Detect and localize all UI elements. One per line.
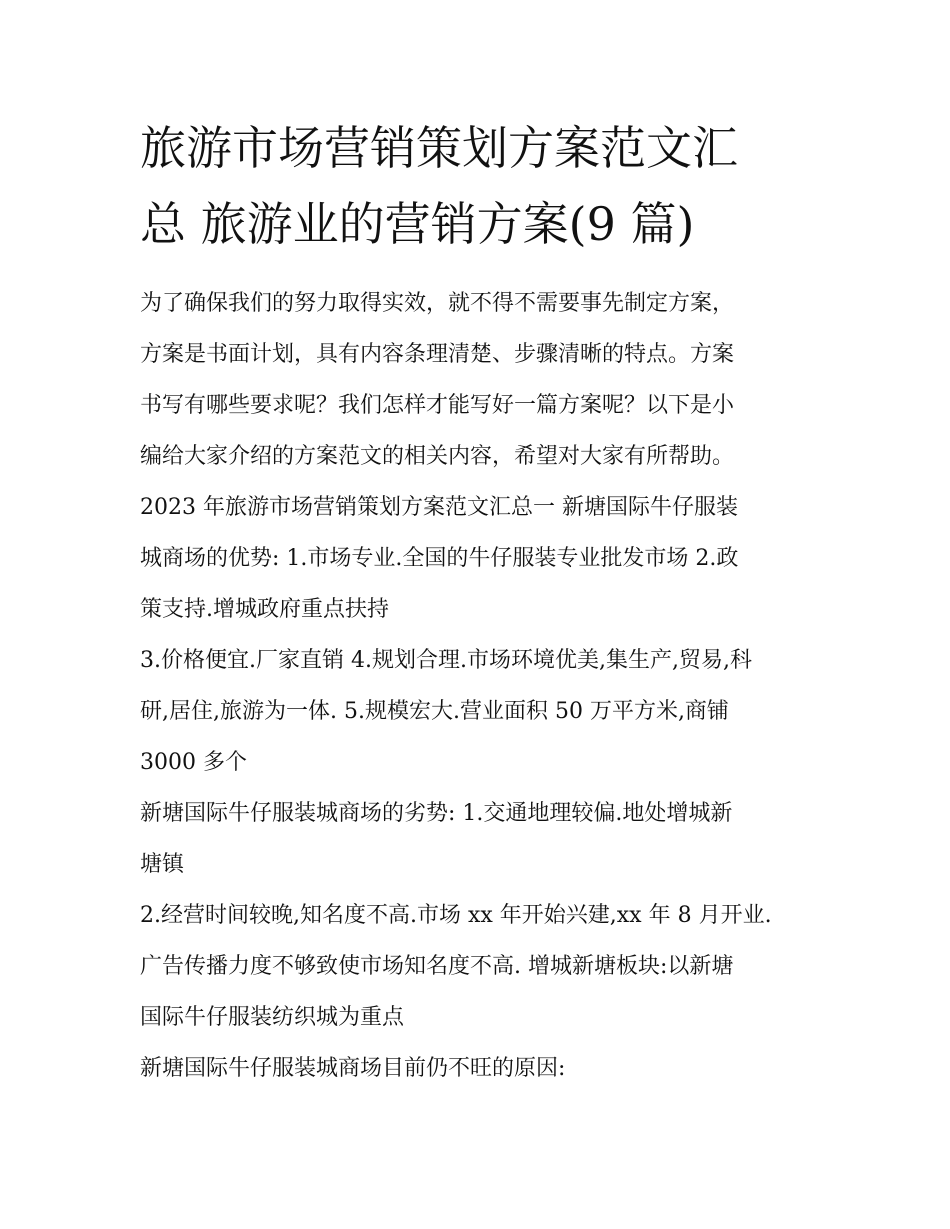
text-line: 书写有哪些要求呢？我们怎样才能写好一篇方案呢？以下是小 <box>140 393 735 418</box>
text-line: 新塘国际牛仔服装城商场的劣势: 1.交通地理较偏.地处增城新 <box>140 801 733 826</box>
document-title <box>140 110 820 262</box>
text-line: 策支持.增城政府重点扶持 <box>140 597 389 622</box>
title-line: 总 旅游业的营销方案(9 篇) <box>140 197 695 251</box>
text-line: 为了确保我们的努力取得实效，就不得不需要事先制定方案， <box>140 291 735 316</box>
paragraph-weaknesses-continued <box>140 890 820 1043</box>
paragraph-strengths-continued <box>140 635 820 788</box>
text-line: 研,居住,旅游为一体. 5.规模宏大.营业面积 50 万平方米,商铺 <box>140 699 729 724</box>
document-page <box>140 110 820 1094</box>
text-line: 2.经营时间较晚,知名度不高.市场 xx 年开始兴建,xx 年 8 月开业. <box>140 903 772 928</box>
text-line: 城商场的优势: 1.市场专业.全国的牛仔服装专业批发市场 2.政 <box>140 546 739 571</box>
text-line: 国际牛仔服装纺织城为重点 <box>140 1005 405 1030</box>
text-line: 编给大家介绍的方案范文的相关内容，希望对大家有所帮助。 <box>140 444 735 469</box>
text-line: 塘镇 <box>140 852 185 877</box>
paragraph-strengths <box>140 482 820 635</box>
text-line: 3000 多个 <box>140 750 247 775</box>
text-line: 方案是书面计划，具有内容条理清楚、步骤清晰的特点。方案 <box>140 342 735 367</box>
paragraph-weaknesses <box>140 788 820 890</box>
text-line: 广告传播力度不够致使市场知名度不高. 增城新塘板块:以新塘 <box>140 954 734 979</box>
text-line: 新塘国际牛仔服装城商场目前仍不旺的原因: <box>140 1056 566 1081</box>
document-body <box>140 278 820 1094</box>
text-line: 2023 年旅游市场营销策划方案范文汇总一 新塘国际牛仔服装 <box>140 495 738 520</box>
text-line: 3.价格便宜.厂家直销 4.规划合理.市场环境优美,集生产,贸易,科 <box>140 648 752 673</box>
title-line: 旅游市场营销策划方案范文汇 <box>140 121 738 175</box>
paragraph-reasons <box>140 1043 820 1094</box>
paragraph-intro <box>140 278 820 482</box>
